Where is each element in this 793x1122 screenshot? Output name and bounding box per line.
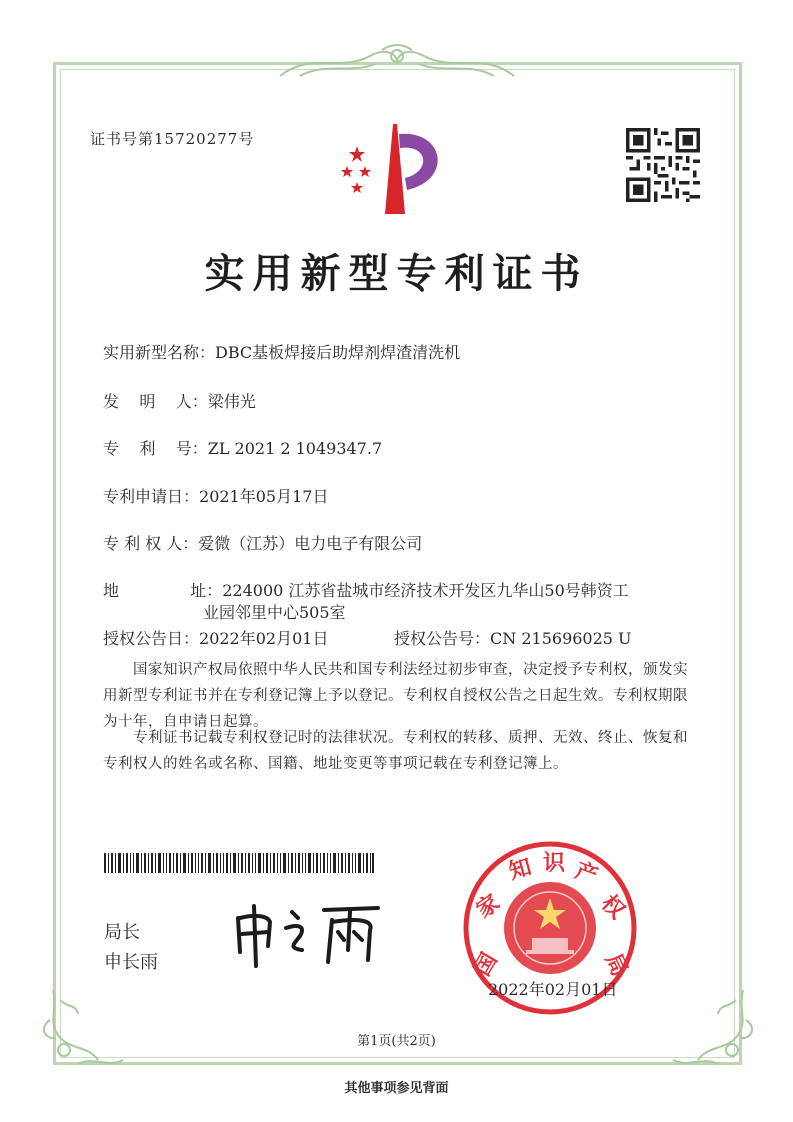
svg-text:权: 权 (595, 890, 630, 925)
back-side-note: 其他事项参见背面 (344, 1081, 449, 1096)
inventor-value: 梁伟光 (207, 392, 256, 411)
inventor-label: 发 明 人： (103, 392, 208, 411)
qr-code (626, 128, 700, 202)
filing-date-label: 专利申请日： (103, 487, 200, 506)
grant-number-label: 授权公告号： (394, 629, 491, 648)
certificate-title: 实用新型专利证书 (204, 250, 589, 297)
signatory-name: 申长雨 (104, 952, 158, 973)
svg-text:产: 产 (571, 858, 601, 890)
grant-date-value: 2022年02月01日 (199, 629, 329, 648)
patentee-label: 专 利 权 人： (103, 534, 199, 553)
filing-date-value: 2021年05月17日 (199, 487, 329, 506)
grant-date-label: 授权公告日： (103, 629, 200, 648)
signatory-title: 局长 (104, 922, 140, 943)
legal-status-paragraph: 专利证书记载专利权登记时的法律状况。专利权的转移、质押、无效、终止、恢复和专利权人的姓名或名称、国籍、地址变更等事项记载在专利登记簿上。 (103, 730, 688, 772)
patent-office-logo (335, 120, 455, 220)
page-number: 第1页(共2页) (357, 1034, 436, 1049)
grant-date-row (103, 626, 328, 649)
utility-model-name-row (103, 340, 460, 363)
inventor-row (103, 389, 256, 412)
address-row (103, 578, 629, 601)
patentee-row (103, 531, 422, 554)
grant-statement-paragraph: 国家知识产权局依照中华人民共和国专利法经过初步审查，决定授予专利权，颁发实用新型专利证书并在专利登记簿上予以登记。专利权自授权公告之日起生效。专利权期限为十年，自申请日起算。 (103, 662, 688, 730)
seal-date: 2022年02月01日 (488, 980, 618, 999)
svg-text:知: 知 (506, 854, 535, 885)
grant-number-value: CN 215696025 U (490, 629, 632, 648)
filing-date-row (103, 484, 328, 507)
svg-text:识: 识 (542, 851, 566, 876)
svg-text:局: 局 (599, 949, 632, 981)
utility-model-name-label: 实用新型名称： (103, 343, 216, 362)
barcode (104, 853, 374, 873)
patentee-value: 爱微（江苏）电力电子有限公司 (198, 534, 423, 553)
certificate-number: 证书号第15720277号 (90, 130, 255, 148)
grant-number-row (394, 626, 632, 649)
patent-number-label: 专 利 号： (103, 439, 208, 458)
svg-text:家: 家 (472, 890, 505, 924)
address-line-2: 业园邻里中心505室 (203, 603, 346, 622)
patent-number-row (103, 436, 382, 459)
handwritten-signature (228, 900, 398, 970)
top-ornament (270, 42, 524, 82)
address-line-1: 224000 江苏省盐城市经济技术开发区九华山50号韩资工 (222, 581, 629, 600)
utility-model-name-value: DBC基板焊接后助焊剂焊渣清洗机 (215, 343, 461, 362)
patent-number-value: ZL 2021 2 1049347.7 (207, 439, 383, 458)
address-label: 地 址： (103, 581, 223, 600)
svg-text:国: 国 (470, 948, 503, 981)
